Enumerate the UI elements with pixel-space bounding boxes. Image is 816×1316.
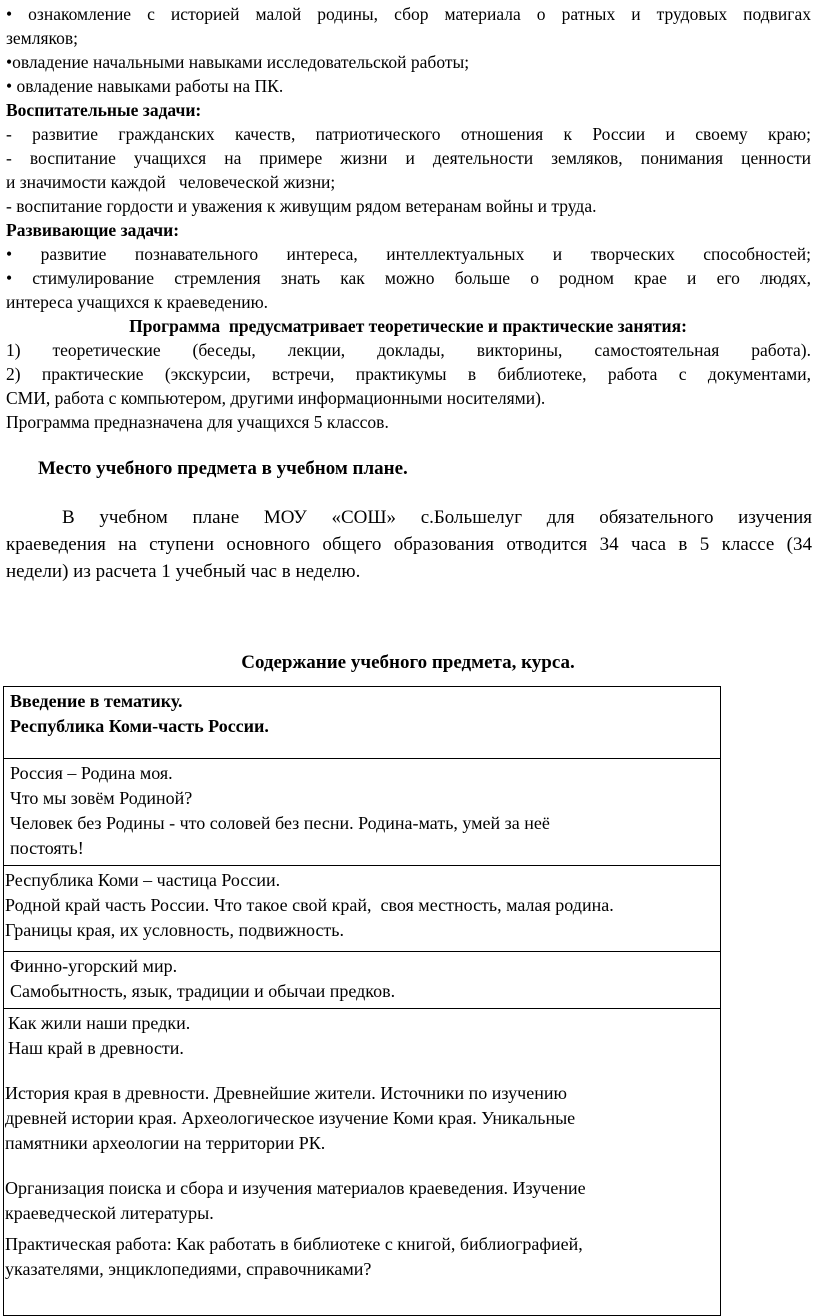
development-line: • стимулирование стремления знать как можно больше о родном крае и его людях, xyxy=(6,268,811,288)
cell-line: История края в древности. Древнейшие жители. Источники по изучению xyxy=(5,1083,567,1103)
cell-line: Введение в тематику. xyxy=(10,691,183,711)
education-heading: Воспитательные задачи: xyxy=(6,100,202,120)
cell-line: древней истории края. Археологическое изучение Коми края. Уникальные xyxy=(5,1108,576,1128)
cell-line: Границы края, их условность, подвижность. xyxy=(5,920,345,940)
cell-line: Финно-угорский мир. xyxy=(10,956,178,976)
cell-line: Республика Коми – частица России. xyxy=(5,870,281,890)
program-line: Программа предназначена для учащихся 5 классов. xyxy=(6,412,389,432)
intro-line: •овладение начальными навыками исследовательской работы; xyxy=(6,52,470,72)
education-line: - развитие гражданских качеств, патриотического отношения к России и своему краю; xyxy=(6,124,811,144)
intro-line: • овладение навыками работы на ПК. xyxy=(6,76,284,96)
table-row xyxy=(4,759,721,866)
intro-line: земляков; xyxy=(6,28,79,48)
table-row xyxy=(4,952,721,1009)
cell-line: Что мы зовём Родиной? xyxy=(10,788,193,808)
program-heading: Программа предусматривает теоретические и практические занятия: xyxy=(129,316,687,336)
place-heading: Место учебного предмета в учебном плане. xyxy=(38,458,408,479)
table-row xyxy=(4,687,721,759)
table-cell xyxy=(4,759,721,866)
education-line: - воспитание учащихся на примере жизни и деятельности земляков, понимания ценности xyxy=(6,148,811,168)
cell-line: Россия – Родина моя. xyxy=(10,763,173,783)
table-cell xyxy=(4,866,721,952)
table-cell xyxy=(4,687,721,759)
development-heading: Развивающие задачи: xyxy=(6,220,180,240)
cell-line: Родной край часть России. Что такое свой край, своя местность, малая родина. xyxy=(5,895,614,915)
table-cell xyxy=(4,952,721,1009)
table-row xyxy=(4,866,721,952)
content-table xyxy=(3,686,721,1316)
development-line: • развитие познавательного интереса, интеллектуальных и творческих способностей; xyxy=(6,244,811,264)
cell-line: постоять! xyxy=(10,838,84,858)
cell-line: Организация поиска и сбора и изучения материалов краеведения. Изучение xyxy=(5,1178,586,1198)
cell-line: памятники археологии на территории РК. xyxy=(5,1133,326,1153)
place-line: недели) из расчета 1 учебный час в неделю. xyxy=(6,561,361,582)
cell-line: указателями, энциклопедиями, справочниками? xyxy=(5,1259,372,1279)
program-line: 2) практические (экскурсии, встречи, практикумы в библиотеке, работа с документами, xyxy=(6,364,811,384)
program-line: 1) теоретические (беседы, лекции, доклады, викторины, самостоятельная работа). xyxy=(6,340,811,360)
cell-line: Республика Коми-часть России. xyxy=(10,716,269,736)
place-line: В учебном плане МОУ «СОШ» с.Большелуг для обязательного изучения xyxy=(62,507,812,528)
development-line: интереса учащихся к краеведению. xyxy=(6,292,269,312)
program-line: СМИ, работа с компьютером, другими информационными носителями). xyxy=(6,388,546,408)
education-line: - воспитание гордости и уважения к живущим рядом ветеранам войны и труда. xyxy=(6,196,597,216)
place-line: краеведения на ступени основного общего образования отводится 34 часа в 5 классе (34 xyxy=(6,534,812,555)
cell-line: Человек без Родины - что соловей без песни. Родина-мать, умей за неё xyxy=(10,813,550,833)
cell-line: Как жили наши предки. xyxy=(8,1013,191,1033)
cell-line: краеведческой литературы. xyxy=(5,1203,214,1223)
content-heading: Содержание учебного предмета, курса. xyxy=(241,652,575,673)
cell-line: Самобытность, язык, традиции и обычаи предков. xyxy=(10,981,396,1001)
table-cell xyxy=(4,1009,721,1316)
cell-line: Практическая работа: Как работать в библиотеке с книгой, библиографией, xyxy=(5,1234,583,1254)
intro-line: • ознакомление с историей малой родины, сбор материала о ратных и трудовых подвигах xyxy=(6,4,811,24)
table-row xyxy=(4,1009,721,1316)
cell-line: Наш край в древности. xyxy=(8,1038,184,1058)
education-line: и значимости каждой человеческой жизни; xyxy=(6,172,336,192)
